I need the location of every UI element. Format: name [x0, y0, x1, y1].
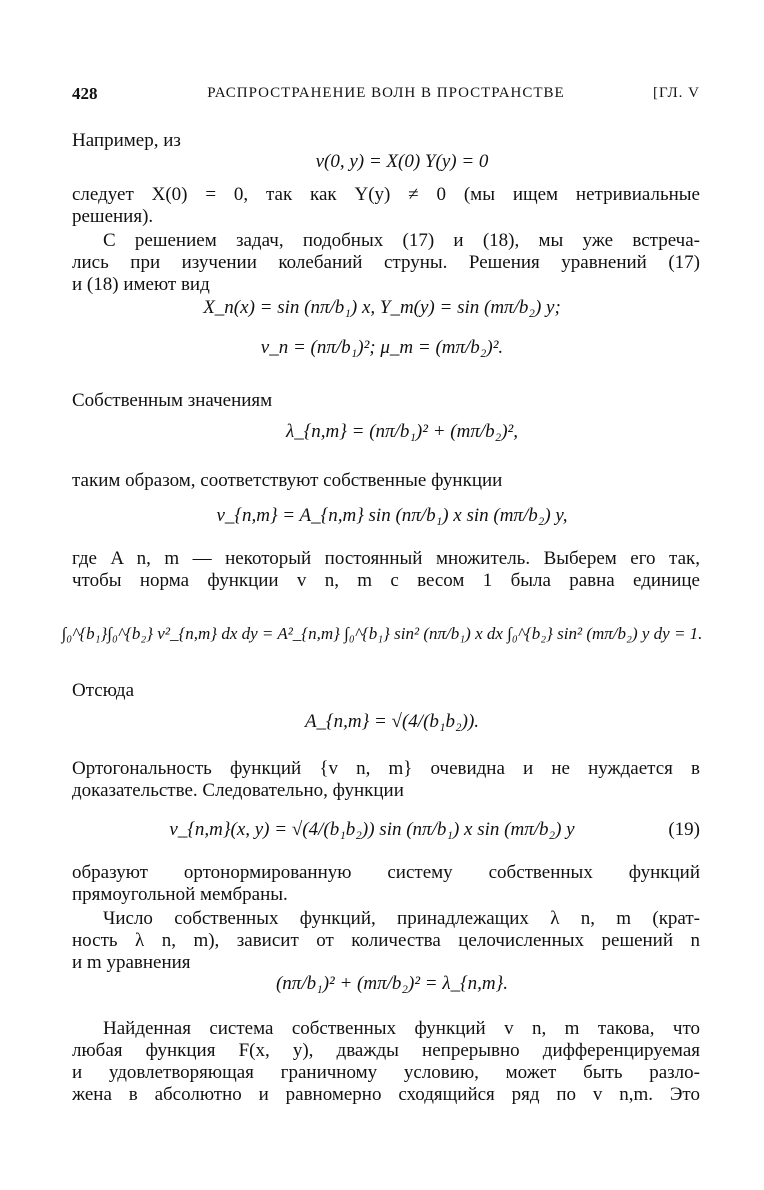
text-line: и (18) имеют вид	[72, 274, 210, 295]
formula-text: v_{n,m} = A_{n,m} sin (nπ/b₁) x sin (mπ/b₂) y,	[216, 505, 568, 526]
page-number: 428	[72, 84, 98, 103]
formula-text: X_n(x) = sin (nπ/b₁) x, Y_m(y) = sin (mπ/b₂) y;	[203, 297, 561, 318]
formula-normalization	[0, 622, 764, 646]
text-line: лись при изучении колебаний струны. Решения уравнений (17)	[72, 252, 700, 273]
text-line: Например, из	[72, 130, 181, 151]
text-line: где A n, m — некоторый постоянный множитель. Выберем его так,	[72, 548, 700, 569]
formula-text: v(0, y) = X(0) Y(y) = 0	[315, 151, 489, 172]
formula-eigenvalues-1d	[0, 336, 764, 360]
running-title: РАСПРОСТРАНЕНИЕ ВОЛН В ПРОСТРАНСТВЕ	[207, 85, 565, 101]
text-line: Ортогональность функций {v n, m} очевидна и не нуждается в	[72, 758, 700, 779]
formula-orthonormal-system	[0, 818, 764, 842]
formula-text: ∫₀^{b₁}∫₀^{b₂} v²_{n,m} dx dy = A²_{n,m} ∫₀^{b₁} sin² (nπ/b₁) x dx ∫₀^{b₂} sin² (mπ/b₂) y dy = 1.	[61, 624, 703, 643]
text-line: жена в абсолютно и равномерно сходящийся ряд по v n,m. Это	[72, 1084, 700, 1105]
formula-eigenfunctions-2d	[0, 504, 764, 528]
text-line: Найденная система собственных функций v n, m такова, что	[103, 1018, 700, 1039]
formula-text: v_{n,m}(x, y) = √(4/(b₁b₂)) sin (nπ/b₁) x sin (mπ/b₂) y	[169, 819, 575, 840]
text-line: любая функция F(x, y), дважды непрерывно дифференцируемая	[72, 1040, 700, 1061]
formula-text: ν_n = (nπ/b₁)²; μ_m = (mπ/b₂)².	[260, 337, 504, 358]
text-line: Отсюда	[72, 680, 135, 701]
text-line: таким образом, соответствуют собственные функции	[72, 470, 503, 491]
text-line: доказательстве. Следовательно, функции	[72, 780, 404, 801]
text-line: Число собственных функций, принадлежащих λ n, m (крат-	[103, 908, 700, 929]
formula-text: A_{n,m} = √(4/(b₁b₂)).	[304, 711, 480, 732]
formula-eigenvalues-2d	[0, 420, 764, 444]
formula-normalization-constant	[0, 710, 764, 734]
text-line: и удовлетворяющая граничному условию, может быть разло-	[72, 1062, 700, 1083]
equation-number: (19)	[668, 819, 700, 840]
text-line: С решением задач, подобных (17) и (18), мы уже встреча-	[103, 230, 700, 251]
chapter-label: [ГЛ. V	[652, 85, 700, 101]
formula-text: (nπ/b₁)² + (mπ/b₂)² = λ_{n,m}.	[275, 973, 509, 994]
formula-eigenfunctions-1d	[0, 296, 764, 320]
formula-multiplicity	[0, 972, 764, 996]
text-line: образуют ортонормированную систему собственных функций	[72, 862, 700, 883]
text-line: и m уравнения	[72, 952, 191, 973]
text-line: следует X(0) = 0, так как Y(y) ≠ 0 (мы ищем нетривиальные	[72, 184, 700, 205]
formula-boundary-condition	[0, 150, 764, 174]
formula-text: λ_{n,m} = (nπ/b₁)² + (mπ/b₂)²,	[285, 421, 519, 442]
page-header	[72, 84, 700, 106]
text-line: ность λ n, m), зависит от количества целочисленных решений n	[72, 930, 700, 951]
text-line: прямоугольной мембраны.	[72, 884, 288, 905]
text-line: чтобы норма функции v n, m с весом 1 была равна единице	[72, 570, 700, 591]
text-line: решения).	[72, 206, 154, 227]
text-line: Собственным значениям	[72, 390, 273, 411]
